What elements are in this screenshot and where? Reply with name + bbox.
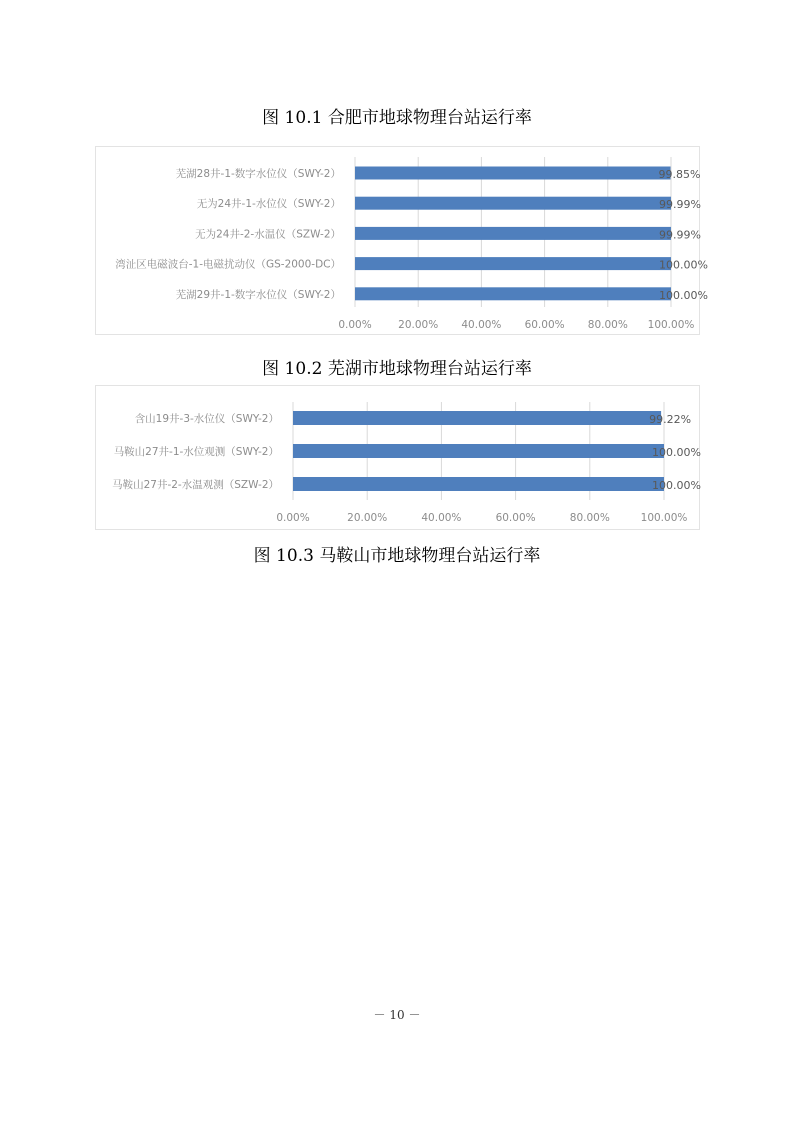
bar [293, 477, 664, 491]
data-label: 100.00% [652, 479, 701, 492]
tick-label: 40.00% [461, 319, 502, 331]
tick-label: 20.00% [398, 319, 439, 331]
page-number: － 10 － [373, 1008, 421, 1022]
figure-caption-3: 图 10.3 马鞍山市地球物理台站运行率 [253, 546, 541, 566]
tick-label: 0.00% [338, 319, 372, 331]
tick-label: 80.00% [587, 319, 628, 331]
tick-label: 100.00% [647, 319, 695, 331]
tick-label: 40.00% [421, 512, 462, 524]
figure-caption-1: 图 10.1 合肥市地球物理台站运行率 [262, 108, 532, 128]
category-label: 马鞍山27井-1-水位观测（SWY-2） [113, 446, 279, 458]
category-label: 无为24井-1-水位仪（SWY-2） [196, 198, 341, 211]
category-label: 芜湖29井-1-数字水位仪（SWY-2） [175, 288, 341, 301]
bar [355, 257, 671, 270]
tick-label: 0.00% [276, 512, 310, 524]
bar [355, 197, 671, 210]
bar [293, 444, 664, 458]
data-label: 100.00% [659, 288, 708, 302]
data-label: 99.99% [658, 228, 701, 242]
tick-label: 20.00% [347, 512, 388, 524]
data-label: 99.99% [658, 198, 701, 212]
bar [355, 167, 671, 180]
data-label: 100.00% [659, 258, 708, 272]
figure-caption-2: 图 10.2 芜湖市地球物理台站运行率 [262, 359, 532, 379]
category-label: 芜湖28井-1-数字水位仪（SWY-2） [175, 168, 341, 180]
category-label: 含山19井-3-水位仪（SWY-2） [134, 413, 279, 425]
tick-label: 60.00% [524, 319, 565, 331]
chart-maanshan-svg [96, 386, 699, 529]
bar [355, 227, 671, 240]
tick-label: 80.00% [569, 512, 610, 524]
data-label: 99.22% [649, 413, 692, 426]
category-label: 马鞍山27井-2-水温观测（SZW-2） [112, 479, 279, 491]
category-label: 湾沚区电磁波台-1-电磁扰动仪（GS-2000-DC） [115, 258, 341, 271]
category-label: 无为24井-2-水温仪（SZW-2） [195, 228, 341, 241]
data-label: 100.00% [652, 446, 701, 459]
tick-label: 100.00% [640, 512, 688, 524]
chart-wuhu-svg [96, 147, 708, 334]
bar [355, 287, 671, 300]
chart-wuhu [95, 146, 708, 335]
tick-label: 60.00% [495, 512, 536, 524]
data-label: 99.85% [658, 168, 701, 181]
bar [293, 411, 661, 425]
chart-maanshan [95, 385, 700, 530]
